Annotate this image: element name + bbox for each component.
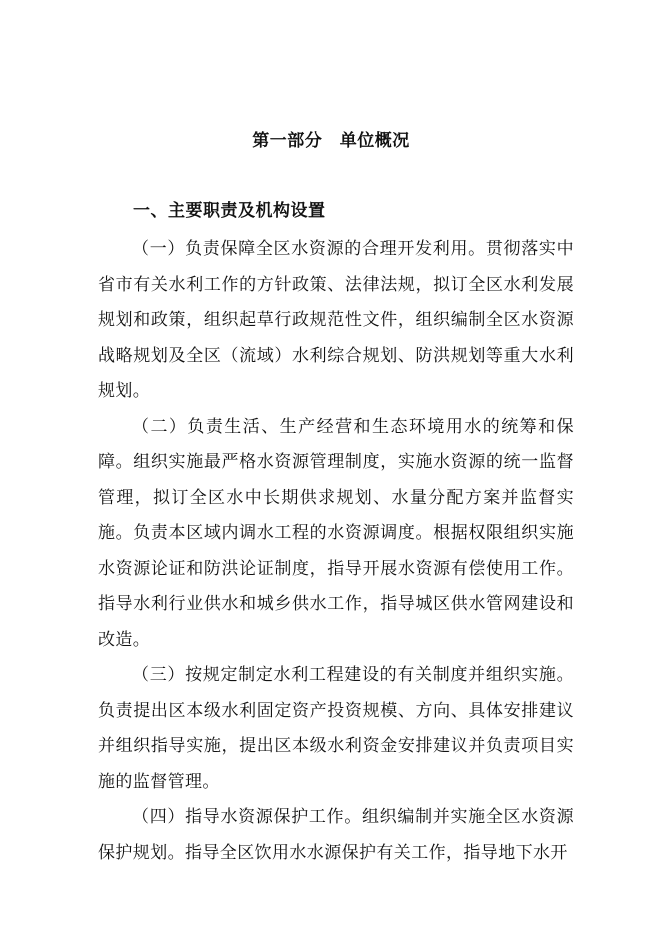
paragraph-4: （四）指导水资源保护工作。组织编制并实施全区水资源保护规划。指导全区饮用水水源保护有关工作，指导地下水开 bbox=[98, 807, 574, 863]
paragraph-3: （三）按规定制定水利工程建设的有关制度并组织实施。负责提出区本级水利固定资产投资规模、方向、具体安排建议并组织指导实施，提出区本级水利资金安排建议并负责项目实施的监督管理。 bbox=[98, 665, 574, 792]
paragraph-1: （一）负责保障全区水资源的合理开发利用。贯彻落实中省市有关水利工作的方针政策、法律法规，拟订全区水利发展规划和政策，组织起草行政规范性文件，组织编制全区水资源战略规划及全区（流域）水利综合规划、防洪规划等重大水利规划。 bbox=[98, 239, 574, 401]
paragraph-2: （二）负责生活、生产经营和生态环境用水的统筹和保障。组织实施最严格水资源管理制度，实施水资源的统一监督管理，拟订全区水中长期供求规划、水量分配方案并监督实施。负责本区域内调水工程的水资源调度。根据权限组织实施水资源论证和防洪论证制度，指导开展水资源有偿使用工作。指导水利行业供水和城乡供水工作，指导城区供水管网建设和改造。 bbox=[98, 416, 574, 650]
page-title: 第一部分 单位概况 bbox=[252, 131, 410, 151]
body-text bbox=[98, 232, 574, 871]
section-heading: 一、主要职责及机构设置 bbox=[133, 201, 326, 221]
